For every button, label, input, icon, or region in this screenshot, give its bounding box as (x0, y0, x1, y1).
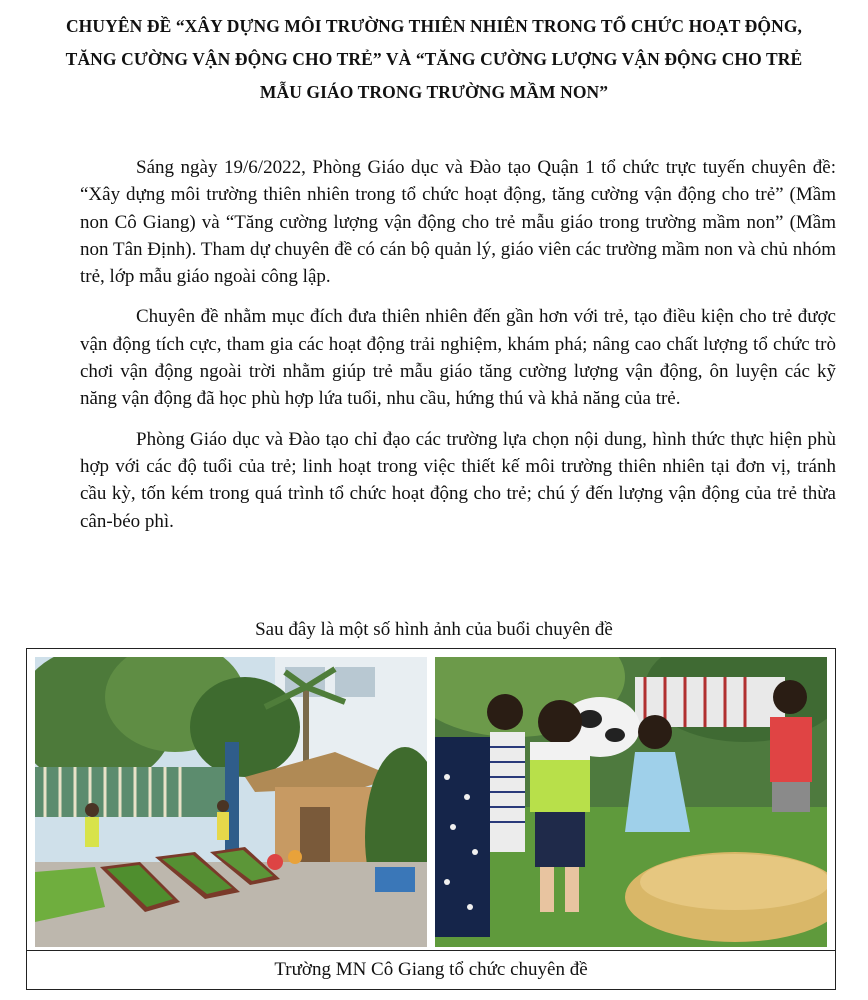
photo-table (26, 648, 836, 990)
paragraph-3: Phòng Giáo dục và Đào tạo chỉ đạo các trường lựa chọn nội dung, hình thức thực hiện phù hợp với các độ tuổi của trẻ; linh hoạt trong việc thiết kế môi trường thiên nhiên tại đơn vị, tránh cầu kỳ, tốn kém trong quá trình tổ chức hoạt động cho trẻ; chú ý đến lượng vận động của trẻ thừa cân-béo phì. (80, 428, 836, 532)
paragraph-2: Chuyên đề nhằm mục đích đưa thiên nhiên đến gần hơn với trẻ, tạo điều kiện cho trẻ được vận động tích cực, tham gia các hoạt động trải nghiệm, khám phá; nâng cao chất lượng tổ chức trò chơi vận động ngoài trời nhằm giúp trẻ mẫu giáo tăng cường lượng vận động, ôn luyện các kỹ năng vận động đã học phù hợp lứa tuổi, nhu cầu, hứng thú và khả năng của trẻ. (80, 306, 836, 410)
children-photo (435, 657, 827, 947)
photo-caption: Trường MN Cô Giang tổ chức chuyên đề (27, 950, 835, 989)
document-body (80, 154, 836, 548)
document-title: CHUYÊN ĐỀ “XÂY DỰNG MÔI TRƯỜNG THIÊN NHIÊN TRONG TỔ CHỨC HOẠT ĐỘNG, TĂNG CƯỜNG VẬN ĐỘNG CHO TRẺ” VÀ “TĂNG CƯỜNG LƯỢNG VẬN ĐỘNG CHO TRẺ MẪU GIÁO TRONG TRƯỜNG MẦM NON” (65, 16, 803, 102)
garden-photo (35, 657, 427, 947)
paragraph-1: Sáng ngày 19/6/2022, Phòng Giáo dục và Đào tạo Quận 1 tổ chức trực tuyến chuyên đề: “Xây dựng môi trường thiên nhiên trong tổ chức hoạt động, tăng cường vận động cho trẻ” (Mầm non Cô Giang) và “Tăng cường lượng vận động cho trẻ mẫu giáo trong trường mầm non” (Mầm non Tân Định). Tham dự chuyên đề có cán bộ quản lý, giáo viên các trường mầm non và chủ nhóm trẻ, lớp mẫu giáo ngoài công lập. (80, 157, 836, 288)
images-intro: Sau đây là một số hình ảnh của buổi chuyên đề (255, 619, 613, 640)
